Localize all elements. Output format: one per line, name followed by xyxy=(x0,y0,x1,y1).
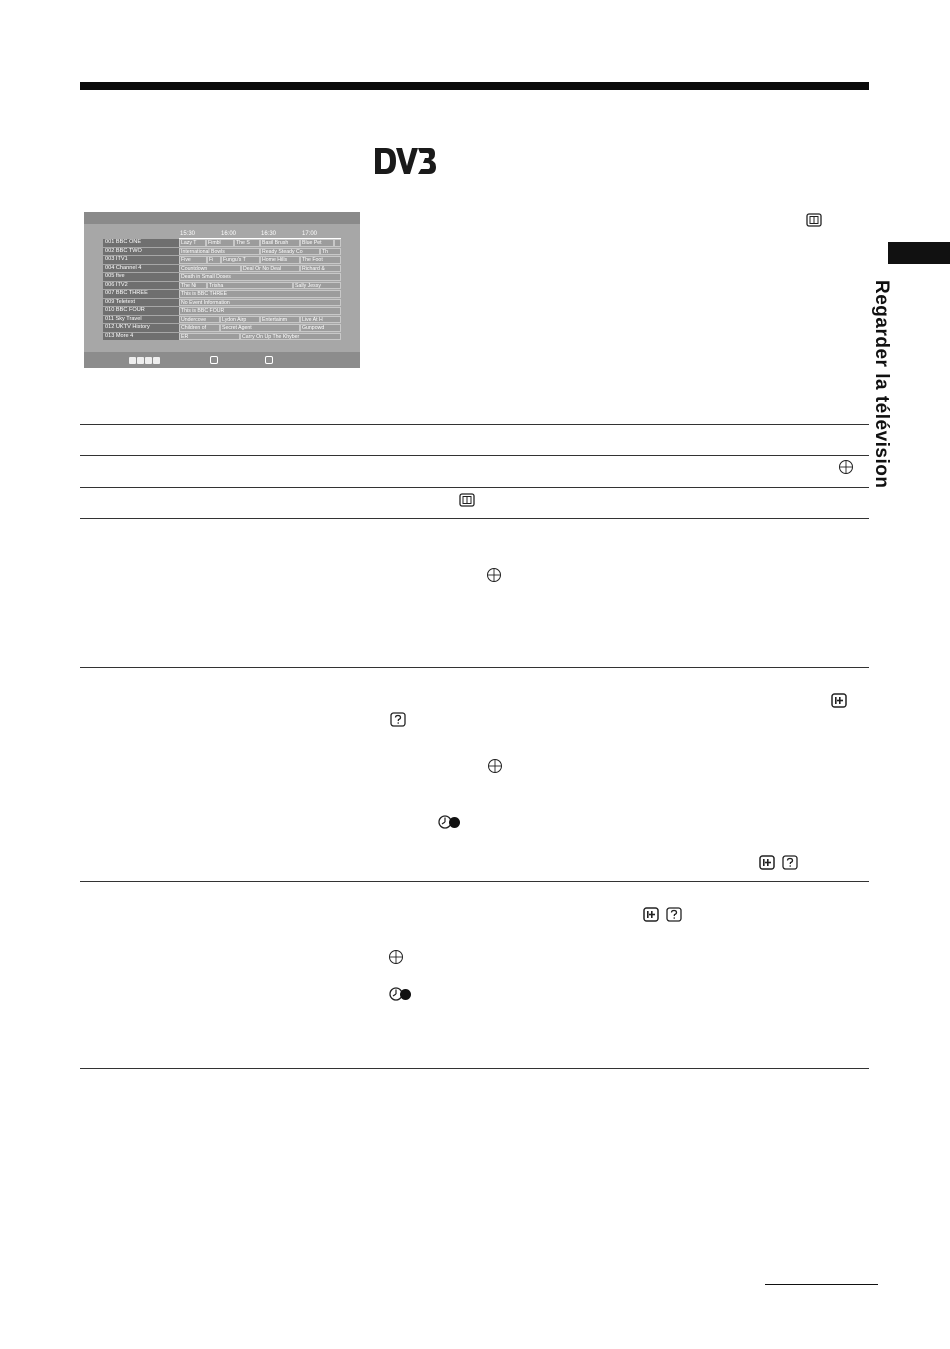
epg-programme: Deal Or No Deal xyxy=(241,265,300,273)
section-title: Regarder la télévision xyxy=(871,280,892,489)
epg-programme: Entertainm xyxy=(260,316,300,324)
epg-channel: 002 BBC TWO xyxy=(103,248,179,256)
info-button-icon xyxy=(759,855,775,870)
epg-time-label: 17:00 xyxy=(302,231,318,237)
epg-channel: 007 BBC THREE xyxy=(103,290,179,298)
epg-channel: 005 five xyxy=(103,273,179,281)
epg-programme: Th xyxy=(320,248,341,256)
epg-time-label: 15:30 xyxy=(180,231,196,237)
epg-programme: Fi xyxy=(207,256,221,264)
epg-programme: Secret Agent xyxy=(220,324,300,332)
epg-programme: Trisha xyxy=(207,282,293,290)
table-rule xyxy=(80,424,869,425)
epg-programme: No Event Information xyxy=(179,299,341,307)
epg-programme: Blue Pet xyxy=(300,239,334,247)
info-icon xyxy=(265,356,273,364)
epg-programme: This is BBC THREE xyxy=(179,290,341,298)
epg-programme: ER xyxy=(179,333,240,341)
help-button-icon xyxy=(666,907,682,922)
guide-button-icon xyxy=(459,493,475,507)
epg-programme: Fimbl xyxy=(206,239,234,247)
epg-channel: 010 BBC FOUR xyxy=(103,307,179,315)
refresh-icon xyxy=(210,356,218,364)
epg-channel: 011 Sky Travel xyxy=(103,316,179,324)
epg-programme: This is BBC FOUR xyxy=(179,307,341,315)
table-rule xyxy=(80,1068,869,1069)
timer-record-button-icon xyxy=(437,814,463,830)
epg-programme xyxy=(334,239,341,247)
dvb-logo xyxy=(374,146,436,176)
epg-programme: International Bowls xyxy=(179,248,260,256)
epg-programme: Sally Jessy xyxy=(293,282,341,290)
ok-button-icon xyxy=(486,567,502,583)
epg-programme: Lydon Airp xyxy=(220,316,260,324)
epg-channel: 006 ITV2 xyxy=(103,282,179,290)
epg-programme: The S xyxy=(234,239,260,247)
epg-programme: Ready Steady Co xyxy=(260,248,320,256)
help-button-icon xyxy=(782,855,798,870)
timer-record-button-icon xyxy=(388,986,414,1002)
info-button-icon xyxy=(831,693,847,708)
epg-programme: Carry On Up The Khyber xyxy=(240,333,341,341)
table-rule xyxy=(80,667,869,668)
table-rule xyxy=(80,487,869,488)
epg-programme: Gunpowd xyxy=(300,324,341,332)
help-button-icon xyxy=(390,712,406,727)
epg-programme: Undercove xyxy=(179,316,220,324)
epg-programme: Live At H xyxy=(300,316,341,324)
epg-time-label: 16:00 xyxy=(221,231,237,237)
ok-button-icon xyxy=(487,758,503,774)
epg-screenshot xyxy=(84,212,360,368)
epg-programme: Fungu's T xyxy=(221,256,260,264)
info-button-icon xyxy=(643,907,659,922)
table-rule xyxy=(80,881,869,882)
epg-channel: 013 More 4 xyxy=(103,333,179,341)
guide-button-icon xyxy=(806,213,822,227)
epg-programme: Richard & xyxy=(300,265,341,273)
epg-programme: Five xyxy=(179,256,207,264)
epg-footer-bar xyxy=(84,352,360,368)
epg-programme: The Ni xyxy=(179,282,207,290)
epg-time-label: 16:30 xyxy=(261,231,277,237)
ok-button-icon xyxy=(388,949,404,965)
epg-channel: 009 Teletext xyxy=(103,299,179,307)
epg-programme: Lazy T xyxy=(179,239,206,247)
epg-channel: 004 Channel 4 xyxy=(103,265,179,273)
chapter-header-bar xyxy=(80,82,869,90)
epg-programme: The Foot xyxy=(300,256,341,264)
epg-channel: 001 BBC ONE xyxy=(103,239,179,247)
epg-programme: Countdown xyxy=(179,265,241,273)
epg-programme: Home Hills xyxy=(260,256,300,264)
epg-programme: Basil Brush xyxy=(260,239,300,247)
ok-button-icon xyxy=(838,459,854,475)
right-arrow-icon xyxy=(153,357,160,364)
table-rule xyxy=(80,518,869,519)
epg-programme: Children of xyxy=(179,324,220,332)
epg-channel: 012 UKTV History xyxy=(103,324,179,332)
table-rule xyxy=(80,455,869,456)
up-arrow-icon xyxy=(129,357,136,364)
left-arrow-icon xyxy=(145,357,152,364)
down-arrow-icon xyxy=(137,357,144,364)
epg-title-bar xyxy=(84,212,360,224)
section-tab-marker xyxy=(888,242,950,264)
continued-rule xyxy=(765,1284,878,1285)
epg-channel: 003 ITV1 xyxy=(103,256,179,264)
epg-programme: Death in Small Doses xyxy=(179,273,341,281)
